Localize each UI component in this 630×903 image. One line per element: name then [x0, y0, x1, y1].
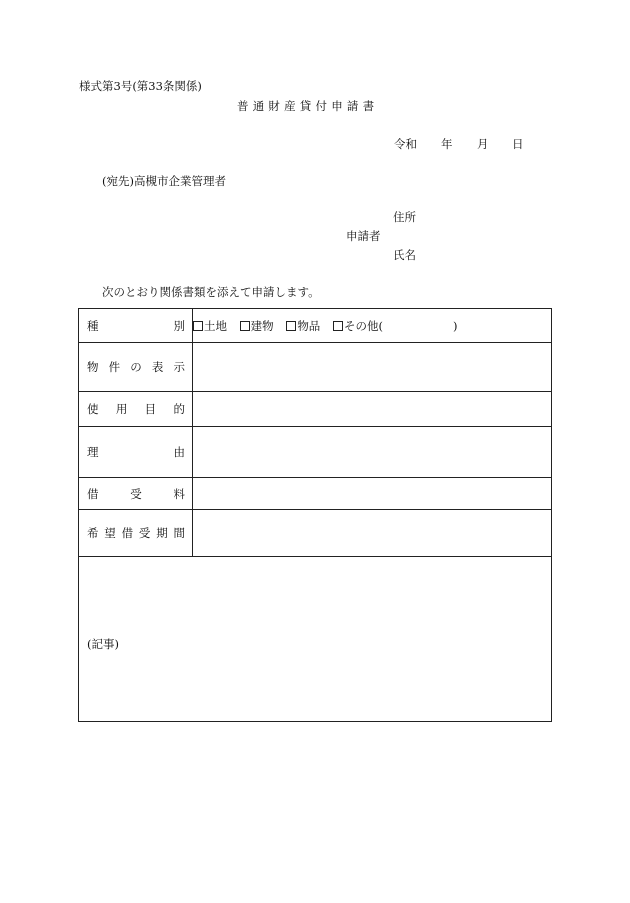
label-char: 理	[87, 445, 99, 459]
property-label-cell	[79, 343, 193, 392]
table-row	[79, 557, 552, 722]
row-label	[79, 486, 192, 502]
checkbox-icon[interactable]	[193, 321, 203, 331]
label-char: 借	[87, 486, 99, 501]
label-char: 的	[173, 402, 185, 416]
purpose-value-field[interactable]	[193, 392, 552, 427]
document-title: 普通財産貸付申請書	[237, 99, 379, 113]
rent-value-field[interactable]	[193, 478, 552, 510]
notes-field[interactable]	[79, 557, 552, 722]
table-row	[79, 478, 552, 510]
address-label: 住所	[393, 210, 416, 224]
label-char: 間	[173, 526, 185, 540]
date-month-label: 月	[477, 137, 489, 151]
label-char: 受	[130, 486, 142, 501]
name-label: 氏名	[393, 248, 416, 262]
row-label	[79, 525, 192, 541]
table-row	[79, 427, 552, 478]
period-label-cell	[79, 510, 193, 557]
row-label	[79, 444, 192, 460]
table-row	[79, 392, 552, 427]
label-char: 借	[121, 526, 134, 540]
table-row	[79, 510, 552, 557]
row-label	[79, 318, 192, 334]
kind-option-other[interactable]	[333, 319, 458, 333]
checkbox-icon[interactable]	[286, 321, 296, 331]
kind-label-cell	[79, 309, 193, 343]
label-char: 示	[173, 360, 185, 374]
label-char: 期	[156, 526, 168, 540]
label-char: 物	[87, 360, 99, 374]
row-label	[79, 401, 192, 417]
label-char: 由	[173, 445, 185, 459]
kind-option-building[interactable]	[240, 319, 274, 333]
rent-label-cell	[79, 478, 193, 510]
kind-option-land[interactable]	[193, 319, 227, 333]
table-row	[79, 343, 552, 392]
table-row	[79, 309, 552, 343]
intro-text: 次のとおり関係書類を添えて申請します。	[102, 285, 320, 299]
label-char: 望	[104, 526, 116, 540]
label-char: 希	[87, 526, 99, 540]
row-label	[79, 359, 192, 375]
label-char: 使	[87, 402, 99, 416]
kind-option-label: 土地	[204, 318, 227, 333]
reason-value-field[interactable]	[193, 427, 552, 478]
checkbox-icon[interactable]	[333, 321, 343, 331]
date-year-label: 年	[441, 137, 453, 151]
label-char: 表	[151, 360, 164, 374]
kind-option-label: 物品	[297, 318, 321, 333]
date-day-label: 日	[512, 137, 524, 151]
kind-other-close: )	[452, 318, 458, 333]
application-form-table	[78, 308, 552, 722]
period-value-field[interactable]	[193, 510, 552, 557]
label-char: 別	[173, 318, 185, 333]
kind-options-cell	[193, 309, 552, 343]
property-value-field[interactable]	[193, 343, 552, 392]
purpose-label-cell	[79, 392, 193, 427]
notes-label: (記事)	[87, 637, 119, 651]
label-char: 用	[115, 402, 128, 416]
reason-label-cell	[79, 427, 193, 478]
label-char: 件	[108, 360, 121, 374]
kind-option-label: 建物	[250, 318, 274, 333]
label-char: 料	[173, 486, 185, 501]
kind-option-goods[interactable]	[286, 319, 320, 333]
form-number: 様式第3号(第33条関係)	[79, 79, 202, 93]
label-char: 種	[87, 318, 99, 333]
label-char: の	[130, 360, 142, 374]
label-char: 受	[138, 526, 151, 540]
date-era: 令和	[394, 137, 417, 151]
kind-option-label: その他(	[343, 318, 383, 333]
checkbox-icon[interactable]	[240, 321, 250, 331]
label-char: 目	[144, 402, 157, 416]
applicant-label: 申請者	[346, 229, 381, 243]
addressee: (宛先)高槻市企業管理者	[102, 174, 226, 188]
